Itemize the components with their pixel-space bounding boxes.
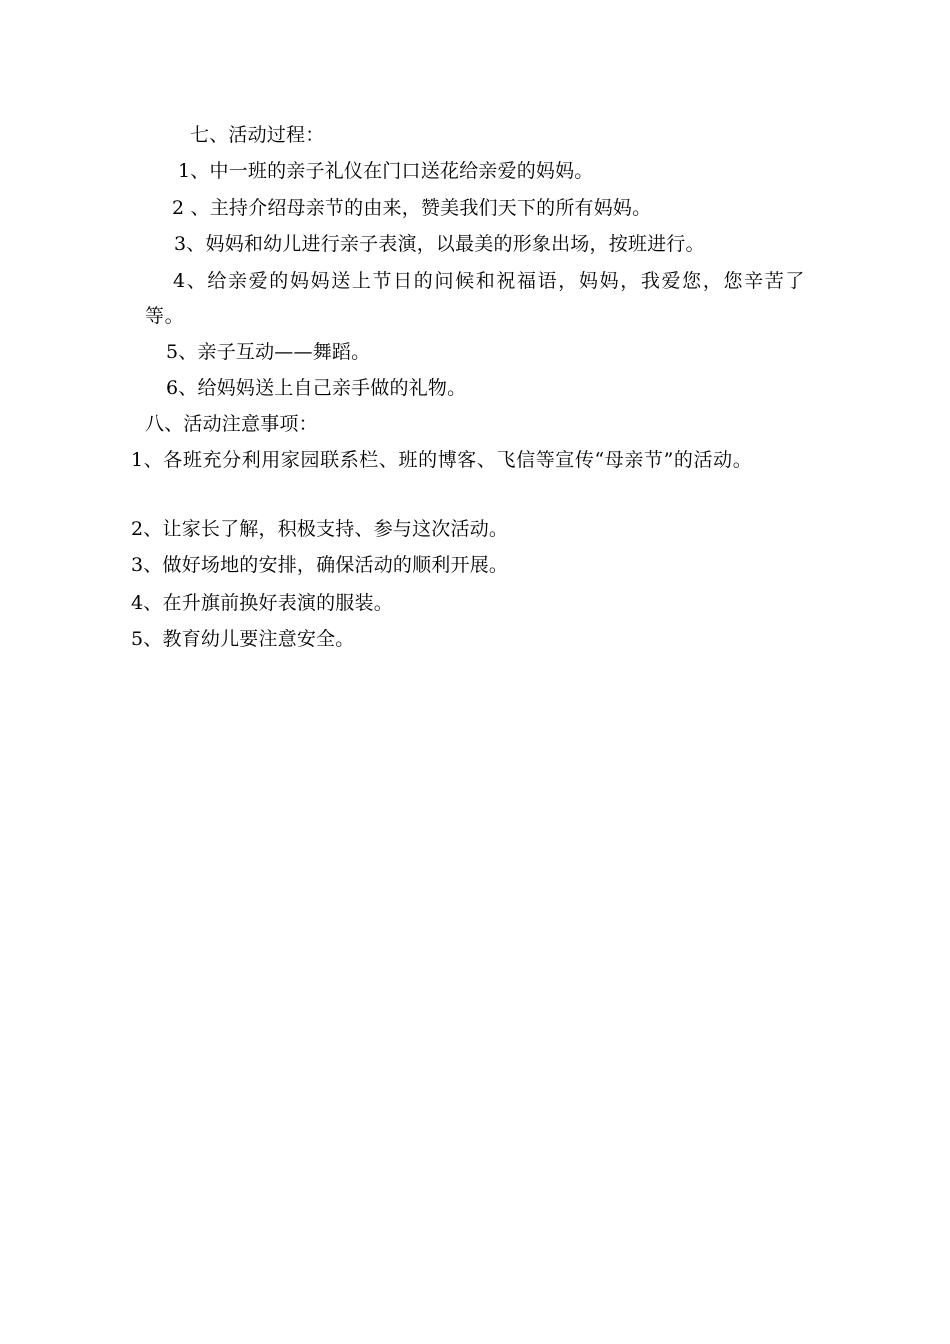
section-8-item-3: 3、做好场地的安排，确保活动的顺利开展。 [131,554,509,576]
section-7-item-4: 4、给亲爱的妈妈送上节日的问候和祝福语，妈妈，我爱您，您辛苦了等。 [145,270,805,327]
section-7-item-2: 2 、主持介绍母亲节的由来，赞美我们天下的所有妈妈。 [172,197,652,219]
section-7-item-1: 1、中一班的亲子礼仪在门口送花给亲爱的妈妈。 [178,160,594,182]
section-7-item-3: 3、妈妈和幼儿进行亲子表演，以最美的形象出场，按班进行。 [174,233,705,255]
section-7-heading: 七、活动过程： [190,124,325,146]
section-8-item-4: 4、在升旗前换好表演的服装。 [131,592,393,614]
section-8-item-5: 5、教育幼儿要注意安全。 [131,628,355,650]
section-7-item-5: 5、亲子互动——舞蹈。 [166,341,371,363]
section-8-item-1: 1、各班充分利用家园联系栏、班的博客、飞信等宣传“母亲节”的活动。 [131,449,753,471]
section-8-heading: 八、活动注意事项： [145,413,318,435]
section-8-item-2: 2、让家长了解，积极支持、参与这次活动。 [131,518,509,540]
section-7-item-6: 6、给妈妈送上自己亲手做的礼物。 [166,377,467,399]
